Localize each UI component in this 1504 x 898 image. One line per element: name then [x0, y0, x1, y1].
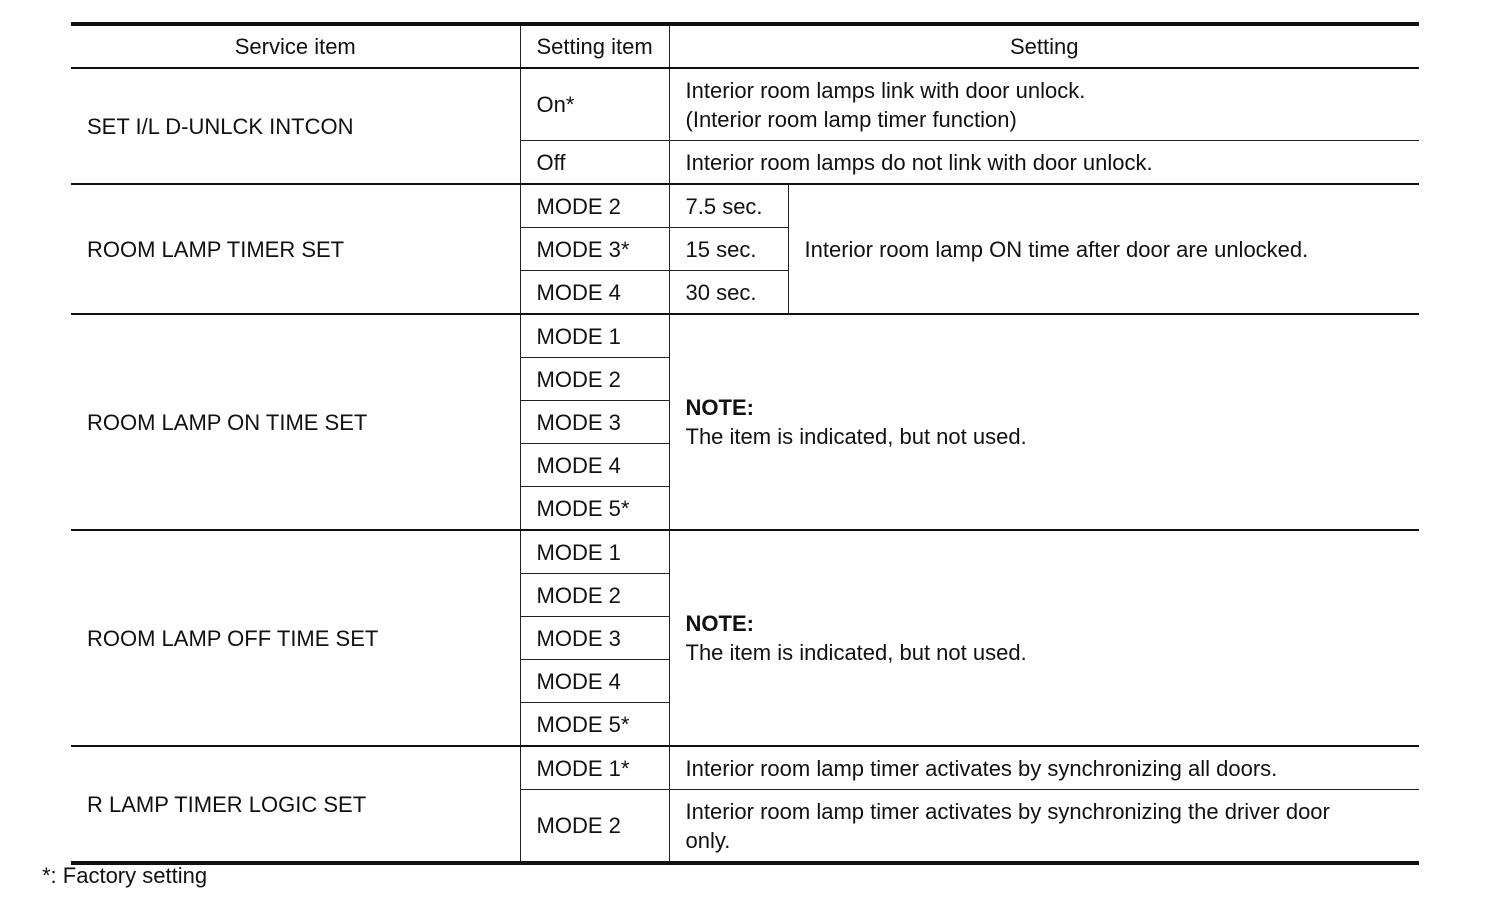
note-label: NOTE: — [685, 611, 754, 636]
header-setting: Setting — [669, 24, 1419, 68]
setting-item-cell: Off — [520, 141, 669, 185]
setting-cell — [669, 68, 1419, 141]
table-row — [71, 530, 1419, 574]
setting-cell: Interior room lamp timer activates by synchronizing all doors. — [669, 746, 1419, 790]
setting-line: Interior room lamps link with door unlock. — [685, 77, 1086, 103]
setting-item-cell: MODE 5* — [520, 703, 669, 747]
header-service-item: Service item — [71, 24, 520, 68]
setting-line: (Interior room lamp timer function) — [685, 106, 1017, 132]
setting-line: Interior room lamp timer activates by synchronizing the driver door — [685, 798, 1330, 824]
service-item-cell: SET I/L D-UNLCK INTCON — [71, 68, 520, 184]
setting-item-cell: MODE 1 — [520, 530, 669, 574]
note-cell — [669, 530, 1419, 746]
service-item-cell: ROOM LAMP OFF TIME SET — [71, 530, 520, 746]
service-item-cell: R LAMP TIMER LOGIC SET — [71, 746, 520, 863]
table-row — [71, 68, 1419, 141]
table-row — [71, 314, 1419, 358]
time-cell: 15 sec. — [669, 228, 788, 271]
setting-item-cell: On* — [520, 68, 669, 141]
table-row — [71, 746, 1419, 790]
setting-item-cell: MODE 3 — [520, 401, 669, 444]
table-header-row — [71, 24, 1419, 68]
factory-setting-footnote: *: Factory setting — [42, 863, 208, 888]
setting-item-cell: MODE 1* — [520, 746, 669, 790]
note-cell — [669, 314, 1419, 530]
setting-item-cell: MODE 1 — [520, 314, 669, 358]
setting-item-cell: MODE 4 — [520, 271, 669, 315]
service-settings-table — [71, 22, 1419, 865]
note-text: The item is indicated, but not used. — [685, 424, 1027, 449]
table-row — [71, 184, 1419, 228]
setting-item-cell: MODE 2 — [520, 358, 669, 401]
note-label: NOTE: — [685, 395, 754, 420]
time-cell: 30 sec. — [669, 271, 788, 315]
setting-item-cell: MODE 2 — [520, 790, 669, 864]
setting-cell — [669, 790, 1419, 864]
header-setting-item: Setting item — [520, 24, 669, 68]
setting-item-cell: MODE 4 — [520, 444, 669, 487]
note-text: The item is indicated, but not used. — [685, 640, 1027, 665]
setting-description-cell: Interior room lamp ON time after door are unlocked. — [788, 184, 1419, 314]
service-item-cell: ROOM LAMP TIMER SET — [71, 184, 520, 314]
setting-item-cell: MODE 3* — [520, 228, 669, 271]
setting-item-cell: MODE 2 — [520, 184, 669, 228]
setting-line: only. — [685, 827, 731, 853]
time-cell: 7.5 sec. — [669, 184, 788, 228]
setting-item-cell: MODE 3 — [520, 617, 669, 660]
setting-cell: Interior room lamps do not link with door unlock. — [669, 141, 1419, 185]
setting-item-cell: MODE 2 — [520, 574, 669, 617]
setting-item-cell: MODE 5* — [520, 487, 669, 531]
service-item-cell: ROOM LAMP ON TIME SET — [71, 314, 520, 530]
setting-item-cell: MODE 4 — [520, 660, 669, 703]
